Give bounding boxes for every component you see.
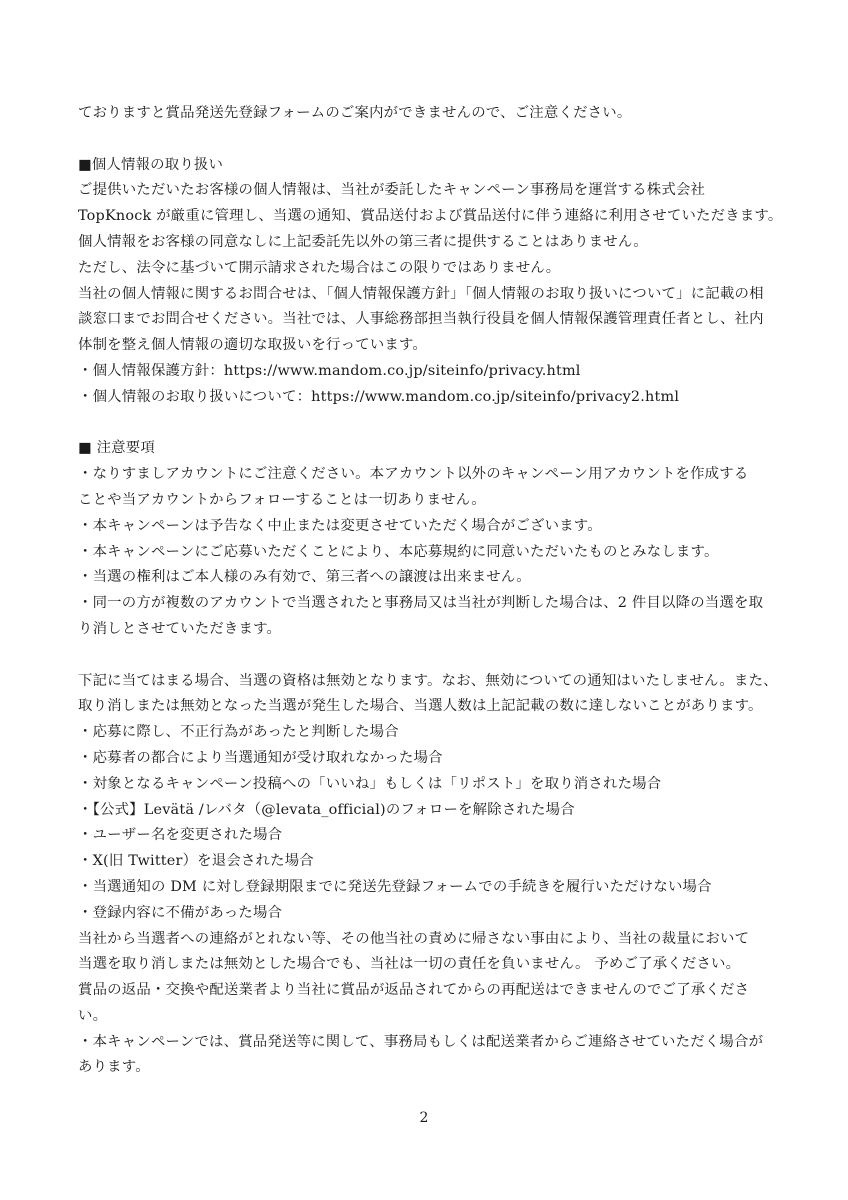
disqualify-line: 賞品の返品・交換や配送業者より当社に賞品が返品されてからの再配送はできませんのでご了承くださ	[78, 982, 750, 999]
disqualify-line: 当選を取り消しまたは無効とした場合でも、当社は一切の責任を負いません。 予めご了承ください。	[78, 956, 741, 973]
disqualify-line: い。	[78, 1007, 108, 1024]
disqualify-line: ・応募者の都合により当選通知が受け取れなかった場合	[78, 749, 443, 766]
disqualify-line: ・登録内容に不備があった場合	[78, 904, 283, 921]
notes-line: ・なりすましアカウントにご注意ください。本アカウント以外のキャンペーン用アカウントを作成する	[78, 466, 749, 483]
privacy-line: 談窓口までお問合せください。当社では、人事総務部担当執行役員を個人情報保護管理責任者とし、社内	[78, 311, 764, 328]
notes-line: ・本キャンペーンは予告なく中止または変更させていただく場合がございます。	[78, 517, 602, 534]
disqualify-line: ・ユーザー名を変更された場合	[78, 827, 283, 844]
disqualify-line: 取り消しまたは無効となった当選が発生した場合、当選人数は上記記載の数に達しないことがあります。	[78, 698, 763, 715]
disqualify-line: ・応募に際し、不正行為があったと判断した場合	[78, 724, 399, 741]
privacy-line: 体制を整え個人情報の適切な取扱いを行っています。	[78, 337, 428, 354]
privacy-heading: ■個人情報の取り扱い	[78, 156, 224, 173]
notes-line: ・同一の方が複数のアカウントで当選されたと事務局又は当社が判断した場合は、2 件目以降の当選を取	[78, 595, 764, 612]
spacer	[78, 411, 778, 437]
disqualify-line: 下記に当てはまる場合、当選の資格は無効となります。なお、無効についての通知はいたしません。また、	[78, 672, 778, 689]
notes-line: り消しとさせていただきます。	[78, 620, 282, 637]
notes-line: ことや当アカウントからフォローすることは一切ありません。	[78, 491, 486, 508]
privacy-line: 個人情報をお客様の同意なしに上記委託先以外の第三者に提供することはありません。	[78, 233, 648, 250]
notes-heading: ■ 注意要項	[78, 440, 155, 457]
disqualify-line: あります。	[78, 1059, 150, 1076]
disqualify-line: ・X(旧 Twitter）を退会された場合	[78, 853, 314, 870]
privacy-line: ただし、法令に基づいて開示請求された場合はこの限りではありません。	[78, 259, 561, 276]
page-number: 2	[419, 1110, 429, 1126]
notes-line: ・当選の権利はご本人様のみ有効で、第三者への譲渡は出来ません。	[78, 569, 531, 586]
disqualify-line: ・本キャンペーンでは、賞品発送等に関して、事務局もしくは配送業者からご連絡させていただく場合が	[78, 1033, 764, 1050]
disqualify-line: ・当選通知の DM に対し登録期限までに発送先登録フォームでの手続きを履行いただけない場合	[78, 878, 712, 895]
notes-line: ・本キャンペーンにご応募いただくことにより、本応募規約に同意いただいたものとみなします。	[78, 543, 719, 560]
privacy-line: TopKnock が厳重に管理し、当選の通知、賞品送付および賞品送付に伴う連絡に利用させていただきます。	[78, 208, 783, 225]
disqualify-line: ・対象となるキャンペーン投稿への「いいね」もしくは「リポスト」を取り消された場合	[78, 775, 662, 792]
intro-line: ておりますと賞品発送先登録フォームのご案内ができませんので、ご注意ください。	[78, 105, 632, 121]
spacer	[78, 127, 778, 153]
spacer	[78, 643, 778, 669]
privacy-line: ご提供いただいたお客様の個人情報は、当社が委託したキャンペーン事務局を運営する株式会社	[78, 182, 706, 199]
document-body	[78, 101, 783, 1081]
privacy-policy-link: ・個人情報保護方針：https://www.mandom.co.jp/siteinfo/privacy.html	[78, 362, 581, 379]
disqualify-line: 当社から当選者への連絡がとれない等、その他当社の責めに帰さない事由により、当社の裁量において	[78, 930, 750, 947]
disqualify-line: ・【公式】Levätä /レバタ（@levata_official)のフォローを解除された場合	[78, 801, 575, 818]
privacy-handling-link: ・個人情報のお取り扱いについて：https://www.mandom.co.jp/siteinfo/privacy2.html	[78, 388, 680, 405]
privacy-line: 当社の個人情報に関するお問合せは、「個人情報保護方針」「個人情報のお取り扱いについて」に記載の相	[78, 285, 764, 302]
